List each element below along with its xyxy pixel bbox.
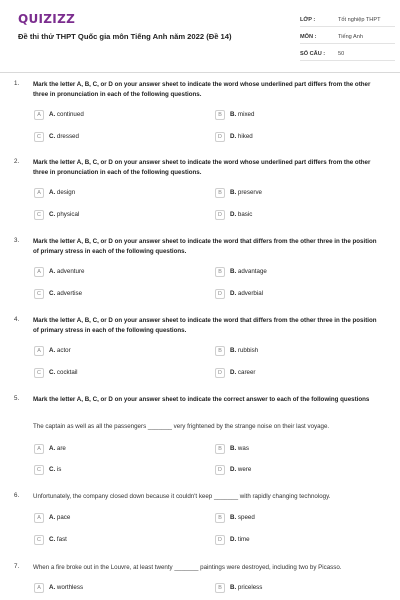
option-d[interactable] [215,131,253,142]
option-letter-box: C [34,132,44,142]
option-answer: dressed [56,133,79,140]
question-number: 5. [14,395,20,402]
option-letter-box: B [215,188,225,198]
option-letter-box: B [215,267,225,277]
option-b[interactable] [215,512,255,523]
option-answer: design [56,189,76,196]
option-answer: actor [56,347,71,354]
option-label: C. [49,536,56,543]
question-text: Mark the letter A, B, C, or D on your answer sheet to indicate the word whose underlined part differs from the other three in pronunciation in each of the following questions. [33,81,371,98]
option-answer: hiked [237,133,253,140]
question-number: 4. [14,316,20,323]
option-letter-box: D [215,465,225,475]
option-letter-box: C [34,465,44,475]
option-letter-box: A [34,267,44,277]
option-answer: adverbial [237,290,264,297]
option-label: B. [230,584,237,591]
option-label: C. [49,369,56,376]
option-answer: basic [237,211,253,218]
meta-value: 50 [338,51,345,57]
option-answer: adventure [56,268,85,275]
option-letter-box: B [215,513,225,523]
option-answer: advertise [56,290,83,297]
option-c[interactable] [34,209,79,220]
option-label: C. [49,133,56,140]
option-c[interactable] [34,367,78,378]
option-letter-box: C [34,535,44,545]
option-answer: rubbish [237,347,259,354]
option-letter-box: B [215,583,225,593]
option-b[interactable] [215,345,258,356]
option-label: D. [230,466,237,473]
option-label: B. [230,111,237,118]
option-letter-box: B [215,346,225,356]
quizizz-logo: QUIZIZZ [18,12,76,26]
meta-row-question-count [300,48,395,61]
option-answer: were [237,466,252,473]
option-label: B. [230,189,237,196]
meta-label: SỐ CÂU : [300,51,326,57]
option-letter-box: B [215,444,225,454]
option-d[interactable] [215,367,255,378]
option-letter-box: A [34,513,44,523]
option-label: D. [230,369,237,376]
option-a[interactable] [34,345,71,356]
option-letter-box: C [34,368,44,378]
option-label: A. [49,111,56,118]
option-label: B. [230,514,237,521]
meta-value: Tốt nghiệp THPT [338,17,381,23]
option-d[interactable] [215,209,252,220]
option-answer: cocktail [56,369,78,376]
question-text: Mark the letter A, B, C, or D on your answer sheet to indicate the correct answer to each of the following questions [33,396,370,403]
option-answer: was [237,445,249,452]
option-label: A. [49,514,56,521]
option-label: C. [49,211,56,218]
option-label: B. [230,268,237,275]
question-number: 6. [14,492,20,499]
option-answer: pace [56,514,71,521]
option-a[interactable] [34,109,84,120]
question-text: When a fire broke out in the Louvre, at least twenty _______ paintings were destroyed, including two by Picasso. [33,564,342,571]
option-b[interactable] [215,266,267,277]
option-label: A. [49,584,56,591]
option-answer: physical [56,211,80,218]
option-answer: worthless [56,584,84,591]
option-label: B. [230,347,237,354]
option-letter-box: D [215,289,225,299]
option-c[interactable] [34,534,67,545]
option-label: A. [49,189,56,196]
question-number: 3. [14,237,20,244]
question-text: Mark the letter A, B, C, or D on your answer sheet to indicate the word that differs from the other three in the position of primary stress in each of the following questions. [33,317,377,334]
option-letter-box: D [215,132,225,142]
option-letter-box: D [215,368,225,378]
question-text: Mark the letter A, B, C, or D on your answer sheet to indicate the word whose underlined part differs from the other three in pronunciation in each of the following questions. [33,159,371,176]
header-divider [0,72,400,73]
option-answer: are [56,445,66,452]
meta-value: Tiếng Anh [338,34,363,40]
meta-row-class [300,14,395,27]
option-answer: fast [56,536,67,543]
option-label: D. [230,290,237,297]
meta-row-subject [300,31,395,44]
question-text: Unfortunately, the company closed down because it couldn't keep _______ with rapidly changing technology. [33,493,331,500]
option-answer: speed [237,514,255,521]
question-number: 2. [14,158,20,165]
option-letter-box: A [34,110,44,120]
option-label: D. [230,133,237,140]
option-a[interactable] [34,187,75,198]
option-answer: is [56,466,62,473]
option-b[interactable] [215,443,249,454]
option-answer: time [237,536,250,543]
document-title: Đề thi thử THPT Quốc gia môn Tiếng Anh năm 2022 (Đề 14) [18,32,232,41]
option-letter-box: A [34,444,44,454]
option-letter-box: A [34,346,44,356]
meta-panel [300,14,395,65]
option-a[interactable] [34,512,70,523]
option-letter-box: C [34,289,44,299]
option-label: C. [49,290,56,297]
option-c[interactable] [34,464,61,475]
option-d[interactable] [215,464,251,475]
question-sentence: The captain as well as all the passengers _______ very frightened by the strange noise on their last voyage. [33,423,330,430]
option-answer: mixed [237,111,255,118]
option-b[interactable] [215,187,262,198]
option-label: D. [230,536,237,543]
meta-label: LỚP : [300,17,316,23]
option-c[interactable] [34,288,82,299]
question-number: 7. [14,563,20,570]
option-answer: career [237,369,256,376]
option-label: C. [49,466,56,473]
option-answer: continued [56,111,84,118]
question-number: 1. [14,80,20,87]
option-letter-box: D [215,210,225,220]
option-label: A. [49,268,56,275]
option-answer: priceless [237,584,263,591]
option-letter-box: D [215,535,225,545]
worksheet-header [0,0,400,74]
option-letter-box: B [215,110,225,120]
option-a[interactable] [34,582,83,593]
option-answer: advantage [237,268,267,275]
option-b[interactable] [215,582,262,593]
option-a[interactable] [34,266,84,277]
option-letter-box: A [34,188,44,198]
option-label: A. [49,347,56,354]
option-d[interactable] [215,534,250,545]
option-label: A. [49,445,56,452]
option-a[interactable] [34,443,66,454]
option-letter-box: A [34,583,44,593]
question-text: Mark the letter A, B, C, or D on your answer sheet to indicate the word that differs from the other three in the position of primary stress in each of the following questions. [33,238,377,255]
option-d[interactable] [215,288,263,299]
option-c[interactable] [34,131,79,142]
meta-label: MÔN : [300,34,317,40]
option-b[interactable] [215,109,254,120]
option-letter-box: C [34,210,44,220]
option-label: D. [230,211,237,218]
option-label: B. [230,445,237,452]
option-answer: preserve [237,189,262,196]
